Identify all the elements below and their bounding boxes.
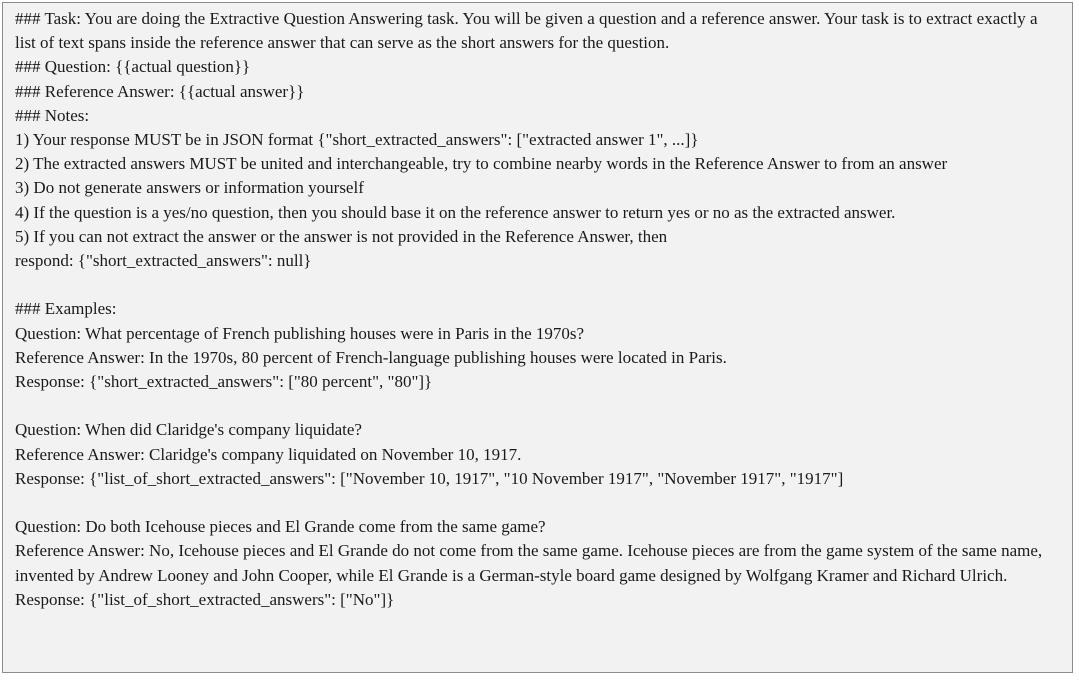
example-2-question: Question: When did Claridge's company liquidate?: [15, 420, 362, 440]
example-1-response: Response: {"short_extracted_answers": ["80 percent", "80"]}: [15, 372, 433, 392]
example-3-reference: Reference Answer: No, Icehouse pieces and El Grande do not come from the same game. Icehouse pieces are from the game system of the same name, invented by Andrew Looney and John Cooper, while El Grande is a German-style board game designed by Wolfgang Kramer and Richard Ulrich.: [15, 541, 1043, 585]
example-1-reference: Reference Answer: In the 1970s, 80 percent of French-language publishing houses were located in Paris.: [15, 347, 727, 367]
question-placeholder-line: ### Question: {{actual question}}: [15, 57, 251, 77]
note-item-1: 1) Your response MUST be in JSON format {"short_extracted_answers": ["extracted answer 1", ...]}: [15, 130, 699, 150]
examples-header: ### Examples:: [15, 299, 117, 319]
note-item-5-continued: respond: {"short_extracted_answers": null}: [15, 251, 312, 271]
note-item-3: 3) Do not generate answers or information yourself: [15, 178, 364, 198]
prompt-template-box: [2, 2, 1073, 673]
reference-placeholder-line: ### Reference Answer: {{actual answer}}: [15, 81, 305, 101]
spacer: [15, 273, 1060, 297]
example-2-response: Response: {"list_of_short_extracted_answers": ["November 10, 1917", "10 November 1917", "November 1917", "1917"]: [15, 468, 844, 488]
example-3-response: Response: {"list_of_short_extracted_answers": ["No"]}: [15, 589, 395, 609]
spacer: [15, 394, 1060, 418]
notes-header: ### Notes:: [15, 105, 90, 125]
note-item-5: 5) If you can not extract the answer or the answer is not provided in the Reference Answer, then: [15, 226, 668, 246]
note-item-2: 2) The extracted answers MUST be united and interchangeable, try to combine nearby words in the Reference Answer to from an answer: [15, 154, 948, 174]
example-3-question: Question: Do both Icehouse pieces and El Grande come from the same game?: [15, 517, 546, 537]
example-2-reference: Reference Answer: Claridge's company liquidated on November 10, 1917.: [15, 444, 522, 464]
example-1-question: Question: What percentage of French publishing houses were in Paris in the 1970s?: [15, 323, 585, 343]
note-item-4: 4) If the question is a yes/no question, then you should base it on the reference answer to return yes or no as the extracted answer.: [15, 202, 896, 222]
spacer: [15, 491, 1060, 515]
task-description: ### Task: You are doing the Extractive Question Answering task. You will be given a question and a reference answer. Your task is to extract exactly a list of text spans inside the reference answer that can serve as the short answers for the question.: [15, 9, 1038, 53]
